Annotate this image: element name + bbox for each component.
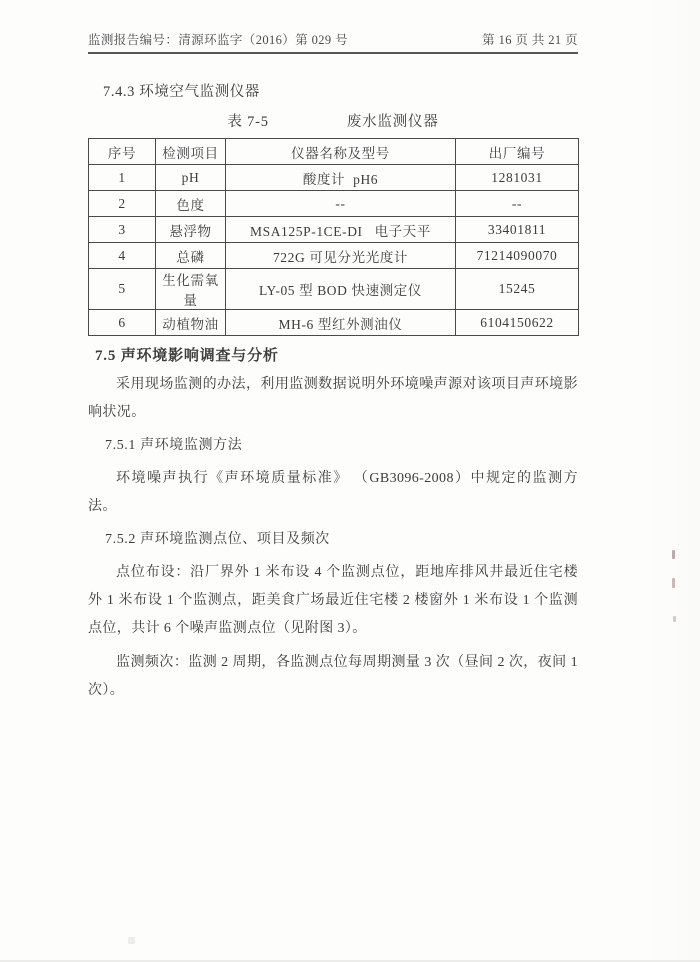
section-heading-752: 7.5.2 声环境监测点位、项目及频次: [105, 532, 330, 547]
col-header-item: 检测项目: [156, 139, 226, 165]
table-row: [89, 191, 579, 217]
paragraph-752-frequency: 监测频次：监测 2 周期，各监测点位每周期测量 3 次（昼间 2 次，夜间 1 次）。: [88, 655, 578, 698]
cell-instrument: LY-05 型 BOD 快速测定仪: [226, 269, 456, 310]
col-header-serial: 出厂编号: [456, 139, 579, 165]
cell-item: 动植物油: [156, 310, 226, 336]
col-header-seq: 序号: [89, 139, 156, 165]
scan-artifact-mark: [673, 616, 676, 622]
cell-seq: 3: [89, 217, 156, 243]
section-heading-751: 7.5.1 声环境监测方法: [105, 438, 243, 453]
cell-serial: --: [456, 191, 579, 217]
wastewater-instrument-table: [88, 138, 579, 336]
cell-instrument: MSA125P-1CE-DI 电子天平: [226, 217, 456, 243]
cell-serial: 6104150622: [456, 310, 579, 336]
cell-seq: 2: [89, 191, 156, 217]
table-row: [89, 243, 579, 269]
scan-artifact-mark: [672, 550, 675, 559]
section-heading-743: 7.4.3 环境空气监测仪器: [103, 84, 261, 100]
header-rule: [88, 52, 578, 54]
cell-item: pH: [156, 165, 226, 191]
cell-item: 总磷: [156, 243, 226, 269]
cell-seq: 6: [89, 310, 156, 336]
paragraph-75: 采用现场监测的办法，利用监测数据说明外环境噪声源对该项目声环境影响状况。: [88, 377, 578, 420]
table-caption-title: 废水监测仪器: [346, 114, 439, 130]
scan-artifact-mark: [672, 578, 675, 588]
cell-instrument: 722G 可见分光光度计: [226, 243, 456, 269]
page-content: [88, 30, 578, 705]
table-row: [89, 269, 579, 310]
paragraph-752-points: 点位布设：沿厂界外 1 米布设 4 个监测点位，距地库排风井最近住宅楼外 1 米布设 1 个监测点，距美食广场最近住宅楼 2 楼窗外 1 米布设 1 个监测点位，共计 6 个噪声监测点位（见附图 3）。: [88, 565, 578, 636]
cell-item: 悬浮物: [156, 217, 226, 243]
cell-seq: 1: [89, 165, 156, 191]
col-header-instrument: 仪器名称及型号: [226, 139, 456, 165]
cell-instrument: --: [226, 191, 456, 217]
report-number: 监测报告编号：清源环监字（2016）第 029 号: [88, 33, 349, 47]
paragraph-751: 环境噪声执行《声环境质量标准》 （GB3096-2008）中规定的监测方法。: [88, 471, 578, 514]
cell-seq: 4: [89, 243, 156, 269]
cell-serial: 1281031: [456, 165, 579, 191]
table-caption: [88, 110, 578, 131]
cell-serial: 33401811: [456, 217, 579, 243]
table-row: [89, 310, 579, 336]
table-row: [89, 165, 579, 191]
cell-serial: 15245: [456, 269, 579, 310]
cell-seq: 5: [89, 269, 156, 310]
table-header-row: [89, 139, 579, 165]
cell-item: 生化需氧量: [156, 269, 226, 310]
page-indicator: 第 16 页 共 21 页: [482, 33, 578, 47]
cell-serial: 71214090070: [456, 243, 579, 269]
section-heading-75: 7.5 声环境影响调查与分析: [95, 348, 279, 364]
table-row: [89, 217, 579, 243]
table-caption-label: 表 7-5: [227, 114, 269, 130]
scan-artifact-smudge: [128, 937, 135, 944]
cell-item: 色度: [156, 191, 226, 217]
cell-instrument: 酸度计 pH6: [226, 165, 456, 191]
page-header: [88, 30, 578, 48]
cell-instrument: MH-6 型红外测油仪: [226, 310, 456, 336]
